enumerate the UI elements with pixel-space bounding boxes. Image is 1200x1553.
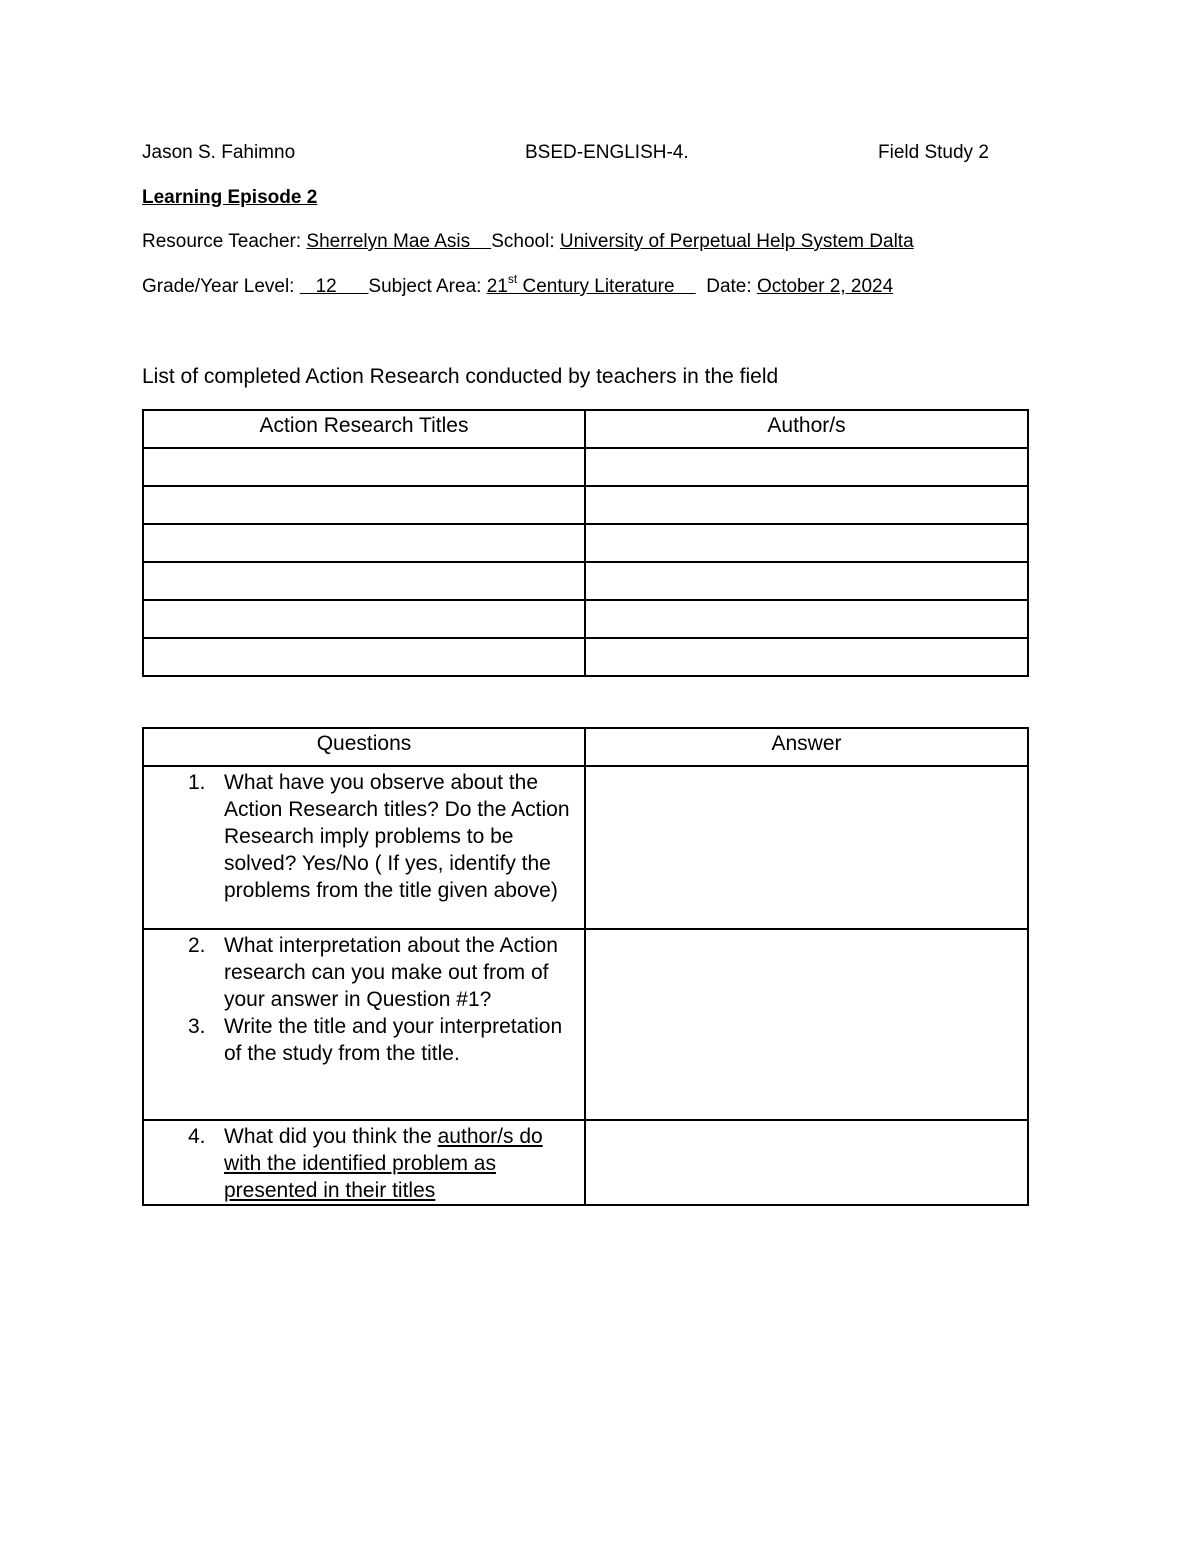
table-row [143, 638, 1028, 676]
subject-area-label: Subject Area: [368, 276, 487, 297]
action-research-table [142, 409, 1029, 677]
grade-subject-date-line [142, 271, 894, 298]
column-header-questions: Questions [143, 728, 585, 766]
question-cell [143, 1120, 585, 1205]
question-item-3: 3. Write the title and your interpretation of the study from the title. [188, 1015, 563, 1065]
question-item-1: 1. What have you observe about the Action Research titles? Do the Action Research imply problems to be solved? Yes/No ( If yes, identify the problems from the title given above) [188, 771, 570, 902]
column-header-authors: Author/s [585, 410, 1028, 448]
table-row [143, 562, 1028, 600]
title-cell[interactable] [143, 448, 585, 486]
resource-teacher-line [142, 231, 914, 253]
title-cell[interactable] [143, 562, 585, 600]
date-label: Date: [706, 276, 757, 297]
table-header-row [143, 728, 1028, 766]
author-cell[interactable] [585, 600, 1028, 638]
table-row [143, 600, 1028, 638]
grade-value: 12 [315, 276, 337, 297]
date-value: October 2, 2024 [756, 276, 894, 297]
table-row [143, 448, 1028, 486]
table-row [143, 766, 1028, 929]
subject-name: Field Study 2 [878, 142, 989, 163]
table-row [143, 1120, 1028, 1205]
column-header-answer: Answer [585, 728, 1028, 766]
author-cell[interactable] [585, 562, 1028, 600]
author-cell[interactable] [585, 448, 1028, 486]
school-value: University of Perpetual Help System Dalta [559, 231, 914, 252]
answer-cell[interactable] [585, 929, 1028, 1120]
author-cell[interactable] [585, 638, 1028, 676]
author-cell[interactable] [585, 524, 1028, 562]
course-code: BSED-ENGLISH-4. [525, 142, 689, 163]
table-header-row [143, 410, 1028, 448]
school-label: School: [491, 231, 560, 252]
table-row [143, 486, 1028, 524]
grade-label: Grade/Year Level: [142, 276, 300, 297]
research-list-heading: List of completed Action Research conducted by teachers in the field [142, 365, 779, 388]
table-row [143, 524, 1028, 562]
title-cell[interactable] [143, 486, 585, 524]
question-item-2: 2. What interpretation about the Action research can you make out from of your answer in Question #1? [188, 934, 558, 1011]
resource-teacher-label: Resource Teacher: [142, 231, 307, 252]
title-cell[interactable] [143, 600, 585, 638]
answer-cell[interactable] [585, 766, 1028, 929]
student-name: Jason S. Fahimno [142, 142, 296, 163]
table-row [143, 929, 1028, 1120]
title-cell[interactable] [143, 524, 585, 562]
episode-title: Learning Episode 2 [142, 187, 318, 208]
answer-cell[interactable] [585, 1120, 1028, 1205]
resource-teacher-value: Sherrelyn Mae Asis [306, 231, 471, 252]
title-cell[interactable] [143, 638, 585, 676]
questions-table [142, 727, 1029, 1206]
column-header-titles: Action Research Titles [143, 410, 585, 448]
author-cell[interactable] [585, 486, 1028, 524]
question-cell [143, 929, 585, 1120]
question-cell [143, 766, 585, 929]
subject-area-value: 21st Century Literature [486, 271, 675, 297]
question-item-4: 4. What did you think the author/s do with the identified problem as presented in their titles [188, 1125, 543, 1202]
